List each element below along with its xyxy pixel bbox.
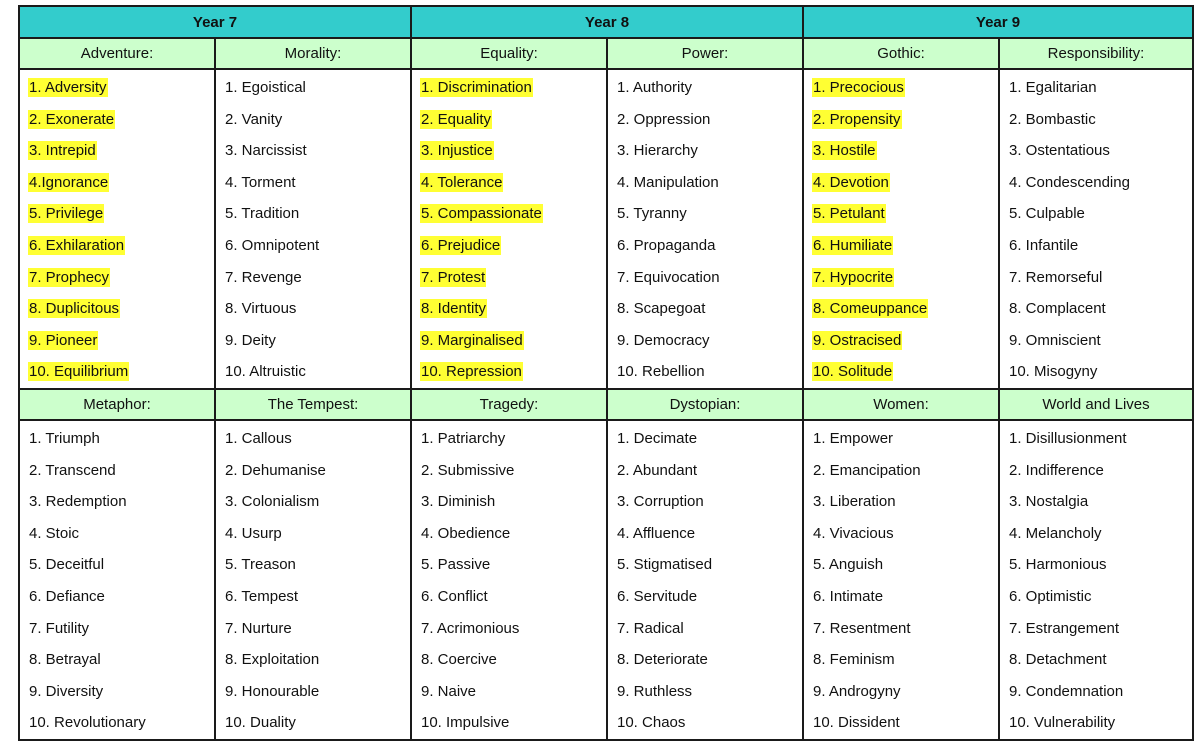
vocab-word [28,486,206,518]
word-list-equality [411,69,607,389]
vocab-word-text: 6. Servitude [617,587,698,605]
word-list-responsibility [999,69,1193,389]
vocab-word [616,262,794,294]
vocab-word-text: 9. Deity [225,331,276,349]
vocab-word-text: 1. Discrimination [421,79,532,96]
vocab-word-text: 10. Rebellion [617,363,705,381]
vocab-word-text: 5. Privilege [29,205,104,223]
vocab-word-text: 1. Callous [225,429,292,447]
vocab-word-text: 3. Ostentatious [1009,142,1110,160]
word-list-gothic [803,69,999,389]
vocab-word-text: 7. Protest [421,268,486,286]
vocab-word-text: 10. Altruistic [225,363,306,381]
vocab-word-text: 8. Coercive [421,651,497,669]
vocab-word-text: 7. Equivocation [617,268,720,286]
vocab-word-text: 5. Anguish [813,556,884,574]
vocab-word [224,455,402,487]
vocab-word [1008,644,1184,676]
vocab-word-text: 3. Injustice [421,142,493,160]
vocab-word [224,676,402,708]
vocab-word-text: 3. Redemption [29,493,127,511]
vocab-word [224,356,402,388]
vocab-word [812,356,990,388]
vocab-word [420,423,598,455]
vocabulary-sheet [18,5,1192,741]
vocab-word [616,644,794,676]
topic-header-power: Power: [607,38,803,69]
vocab-word [420,644,598,676]
vocab-word [1008,455,1184,487]
vocab-word-text: 2. Propensity [813,110,901,128]
vocab-word [616,549,794,581]
vocab-word-text: 8. Comeuppance [813,300,928,318]
vocab-word-text: 6. Exhilaration [29,236,125,254]
vocab-word [1008,325,1184,357]
vocab-word [812,293,990,325]
vocab-word [1008,135,1184,167]
vocab-word-text: 10. Solitude [813,363,893,381]
topic-header-women: Women: [803,389,999,420]
vocab-word [28,581,206,613]
vocab-word-text: 1. Disillusionment [1009,429,1127,447]
vocab-word-text: 2. Transcend [29,461,116,479]
vocab-word-text: 3. Nostalgia [1009,493,1089,511]
vocab-word [1008,356,1184,388]
vocab-word-text: 8. Betrayal [29,651,101,669]
vocab-word-text: 10. Equilibrium [29,363,129,381]
vocab-word [1008,167,1184,199]
vocab-word [224,167,402,199]
vocab-word [28,676,206,708]
vocab-word-text: 4. Usurp [225,524,282,542]
vocab-word [812,198,990,230]
vocab-word-text: 4. Affluence [617,524,696,542]
vocab-word [812,581,990,613]
vocab-word-text: 10. Misogyny [1009,363,1098,381]
word-list-power [607,69,803,389]
vocab-word-text: 5. Tyranny [617,205,687,223]
vocab-word [420,135,598,167]
vocab-word [420,325,598,357]
vocab-word-text: 4. Melancholy [1009,524,1102,542]
vocab-word [616,423,794,455]
vocab-word [420,230,598,262]
vocab-word-text: 7. Acrimonious [421,619,520,637]
vocab-word-text: 1. Authority [617,79,693,96]
vocab-word [812,613,990,645]
vocab-word [420,581,598,613]
vocab-word-text: 8. Feminism [813,651,895,669]
vocab-word-text: 10. Impulsive [421,714,510,732]
vocab-word-text: 8. Exploitation [225,651,320,669]
vocab-word [28,423,206,455]
vocab-word [224,423,402,455]
vocab-word [224,707,402,739]
vocab-word [616,230,794,262]
vocab-word [420,613,598,645]
vocab-word-text: 1. Precocious [813,79,904,96]
vocab-word-text: 4. Stoic [29,524,80,542]
vocab-word [1008,104,1184,136]
vocab-word-text: 2. Oppression [617,110,711,128]
vocab-word [224,262,402,294]
vocab-word [28,644,206,676]
vocab-word [1008,293,1184,325]
vocab-word [224,613,402,645]
vocab-word [812,230,990,262]
vocab-word-text: 3. Diminish [421,493,496,511]
vocab-word-text: 5. Passive [421,556,491,574]
vocab-word-text: 4. Condescending [1009,173,1130,191]
vocab-word-text: 2. Dehumanise [225,461,326,479]
vocab-word-text: 8. Deteriorate [617,651,708,669]
vocab-word-text: 9. Marginalised [421,331,523,349]
vocab-word-text: 2. Equality [421,110,492,128]
vocab-word [812,72,990,104]
word-list-women [803,420,999,740]
topic-header-the-tempest: The Tempest: [215,389,411,420]
vocab-word-text: 1. Triumph [29,429,100,447]
vocab-word [28,167,206,199]
vocab-word [420,549,598,581]
vocab-word-text: 7. Prophecy [29,268,110,286]
vocab-word-text: 9. Naive [421,682,477,700]
vocab-word [28,104,206,136]
vocab-word-text: 6. Infantile [1009,236,1079,254]
vocab-word [28,72,206,104]
vocab-word [224,549,402,581]
topic-header-row [19,389,1193,420]
vocab-word [420,356,598,388]
vocab-word-text: 7. Revenge [225,268,302,286]
vocab-word-text: 3. Corruption [617,493,704,511]
word-list-dystopian [607,420,803,740]
word-list-adventure [19,69,215,389]
vocab-word-text: 4. Torment [225,173,296,191]
year-7-header: Year 7 [19,6,411,38]
vocab-word-text: 7. Estrangement [1009,619,1120,637]
vocab-word-text: 8. Detachment [1009,651,1107,669]
vocab-word-text: 9. Diversity [29,682,104,700]
vocab-word [28,230,206,262]
vocab-word [28,613,206,645]
vocab-word [812,676,990,708]
vocab-word [420,72,598,104]
vocab-word [1008,198,1184,230]
vocab-word [616,325,794,357]
vocab-word [812,325,990,357]
topic-header-world-and-lives: World and Lives [999,389,1193,420]
topic-header-gothic: Gothic: [803,38,999,69]
vocab-word [224,644,402,676]
year-8-header: Year 8 [411,6,803,38]
vocab-word-text: 10. Vulnerability [1009,714,1116,732]
vocab-word-text: 9. Androgyny [813,682,901,700]
vocab-word [616,356,794,388]
vocab-word [616,293,794,325]
vocab-word [616,581,794,613]
vocab-word-text: 1. Decimate [617,429,698,447]
vocab-word-text: 10. Revolutionary [29,714,146,732]
vocab-word-text: 7. Radical [617,619,684,637]
vocab-word [616,613,794,645]
vocab-word-text: 6. Propaganda [617,236,716,254]
topic-header-responsibility: Responsibility: [999,38,1193,69]
vocab-word-text: 10. Dissident [813,714,900,732]
vocab-word-text: 7. Nurture [225,619,292,637]
vocab-word [812,644,990,676]
vocab-word-text: 2. Bombastic [1009,110,1096,128]
vocab-word [616,104,794,136]
vocab-word [812,707,990,739]
vocab-word [812,135,990,167]
vocab-word-text: 5. Petulant [813,205,885,223]
vocab-word [28,325,206,357]
vocab-word-text: 4. Devotion [813,173,889,191]
vocab-word-text: 8. Complacent [1009,300,1106,318]
vocab-word-text: 6. Tempest [225,587,299,605]
vocab-word [1008,230,1184,262]
vocab-word-text: 8. Duplicitous [29,300,120,318]
vocab-word [224,293,402,325]
vocab-word-text: 7. Futility [29,619,90,637]
vocab-word [420,167,598,199]
vocab-word [1008,423,1184,455]
vocab-word [28,707,206,739]
vocab-word-text: 4. Manipulation [617,173,719,191]
vocab-word [420,262,598,294]
vocab-word [224,104,402,136]
vocab-word [812,423,990,455]
vocab-word-text: 8. Virtuous [225,300,297,318]
vocab-word-text: 5. Stigmatised [617,556,713,574]
vocab-word-text: 2. Indifference [1009,461,1104,479]
vocab-word [1008,707,1184,739]
vocab-word-text: 6. Intimate [813,587,884,605]
vocab-word-text: 2. Emancipation [813,461,921,479]
vocab-word [28,518,206,550]
vocab-word-text: 3. Hierarchy [617,142,698,160]
vocab-word-text: 2. Vanity [225,110,283,128]
vocab-word-text: 5. Harmonious [1009,556,1107,574]
year-9-header: Year 9 [803,6,1193,38]
vocab-word-text: 5. Compassionate [421,205,542,223]
topic-header-adventure: Adventure: [19,38,215,69]
word-list-the-tempest [215,420,411,740]
vocab-word-text: 3. Hostile [813,142,876,160]
vocab-word [616,707,794,739]
vocab-word [1008,581,1184,613]
vocab-word [224,518,402,550]
vocab-word-text: 6. Humiliate [813,236,893,254]
vocab-word [1008,486,1184,518]
vocab-word-text: 2. Submissive [421,461,515,479]
vocab-word [1008,613,1184,645]
vocab-word [1008,518,1184,550]
vocab-word [812,518,990,550]
vocab-word-text: 10. Chaos [617,714,686,732]
vocab-word-text: 9. Democracy [617,331,710,349]
vocab-word [812,549,990,581]
vocab-word [224,486,402,518]
vocab-word-text: 9. Honourable [225,682,320,700]
vocab-word [1008,676,1184,708]
vocab-word [616,198,794,230]
vocab-word [420,455,598,487]
word-list-morality [215,69,411,389]
vocab-word [616,167,794,199]
word-list-row [19,69,1193,389]
vocab-word-text: 5. Tradition [225,205,300,223]
vocab-word [812,455,990,487]
vocab-word [28,198,206,230]
vocab-word [1008,262,1184,294]
vocab-word-text: 1. Patriarchy [421,429,506,447]
vocab-word [812,486,990,518]
vocab-word [812,167,990,199]
vocab-word [616,518,794,550]
vocab-word-text: 8. Scapegoat [617,300,706,318]
vocab-word-text: 7. Resentment [813,619,911,637]
vocab-word [224,135,402,167]
vocab-word-text: 10. Repression [421,363,522,381]
vocab-word [224,72,402,104]
vocab-word [224,230,402,262]
vocab-word-text: 6. Conflict [421,587,488,605]
vocab-word [28,356,206,388]
vocab-word-text: 5. Treason [225,556,296,574]
vocab-word-text: 1. Egalitarian [1009,79,1097,96]
vocab-word-text: 9. Condemnation [1009,682,1124,700]
vocab-word [616,676,794,708]
vocab-word-text: 3. Narcissist [225,142,307,160]
vocab-word-text: 6. Optimistic [1009,587,1092,605]
vocab-word-text: 5. Deceitful [29,556,105,574]
vocab-word-text: 3. Liberation [813,493,896,511]
vocab-word-text: 4. Vivacious [813,524,894,542]
vocab-word [420,676,598,708]
vocab-word-text: 7. Hypocrite [813,268,894,286]
vocab-word-text: 10. Duality [225,714,296,732]
vocab-word-text: 4. Obedience [421,524,511,542]
vocabulary-table [18,5,1194,741]
vocab-word-text: 4. Tolerance [421,173,503,191]
vocab-word [28,135,206,167]
vocab-word [28,455,206,487]
vocab-word [420,707,598,739]
vocab-word-text: 5. Culpable [1009,205,1085,223]
vocab-word [812,262,990,294]
topic-header-metaphor: Metaphor: [19,389,215,420]
vocab-word-text: 6. Prejudice [421,236,501,254]
vocab-word [420,198,598,230]
topic-header-tragedy: Tragedy: [411,389,607,420]
word-list-world-and-lives [999,420,1193,740]
word-list-row [19,420,1193,740]
vocab-word [28,293,206,325]
vocab-word [224,198,402,230]
vocab-word [224,325,402,357]
topic-header-equality: Equality: [411,38,607,69]
vocab-word [616,72,794,104]
vocab-word [616,455,794,487]
vocab-word [420,518,598,550]
vocab-word [616,486,794,518]
topic-header-dystopian: Dystopian: [607,389,803,420]
vocab-word-text: 9. Ostracised [813,331,902,349]
vocab-word-text: 9. Pioneer [29,331,98,349]
vocab-word-text: 4.Ignorance [29,173,109,191]
vocab-word-text: 8. Identity [421,300,487,318]
vocab-word-text: 1. Egoistical [225,79,306,96]
topic-header-row [19,38,1193,69]
vocab-word [616,135,794,167]
vocab-word [420,486,598,518]
word-list-metaphor [19,420,215,740]
vocab-word [1008,549,1184,581]
vocab-word-text: 2. Abundant [617,461,698,479]
word-list-tragedy [411,420,607,740]
vocab-word-text: 3. Intrepid [29,142,96,160]
vocab-word-text: 1. Adversity [29,79,107,96]
vocab-word [812,104,990,136]
vocab-word-text: 3. Colonialism [225,493,320,511]
vocab-word [420,293,598,325]
vocab-word-text: 9. Ruthless [617,682,693,700]
vocab-word [420,104,598,136]
vocab-word [28,549,206,581]
vocab-word-text: 9. Omniscient [1009,331,1101,349]
vocab-word-text: 7. Remorseful [1009,268,1103,286]
year-header-row [19,6,1193,38]
vocab-word-text: 2. Exonerate [29,110,115,128]
vocab-word [1008,72,1184,104]
vocab-word [224,581,402,613]
vocab-word-text: 6. Defiance [29,587,105,605]
vocab-word-text: 1. Empower [813,429,894,447]
topic-header-morality: Morality: [215,38,411,69]
vocab-word [28,262,206,294]
vocab-word-text: 6. Omnipotent [225,236,320,254]
